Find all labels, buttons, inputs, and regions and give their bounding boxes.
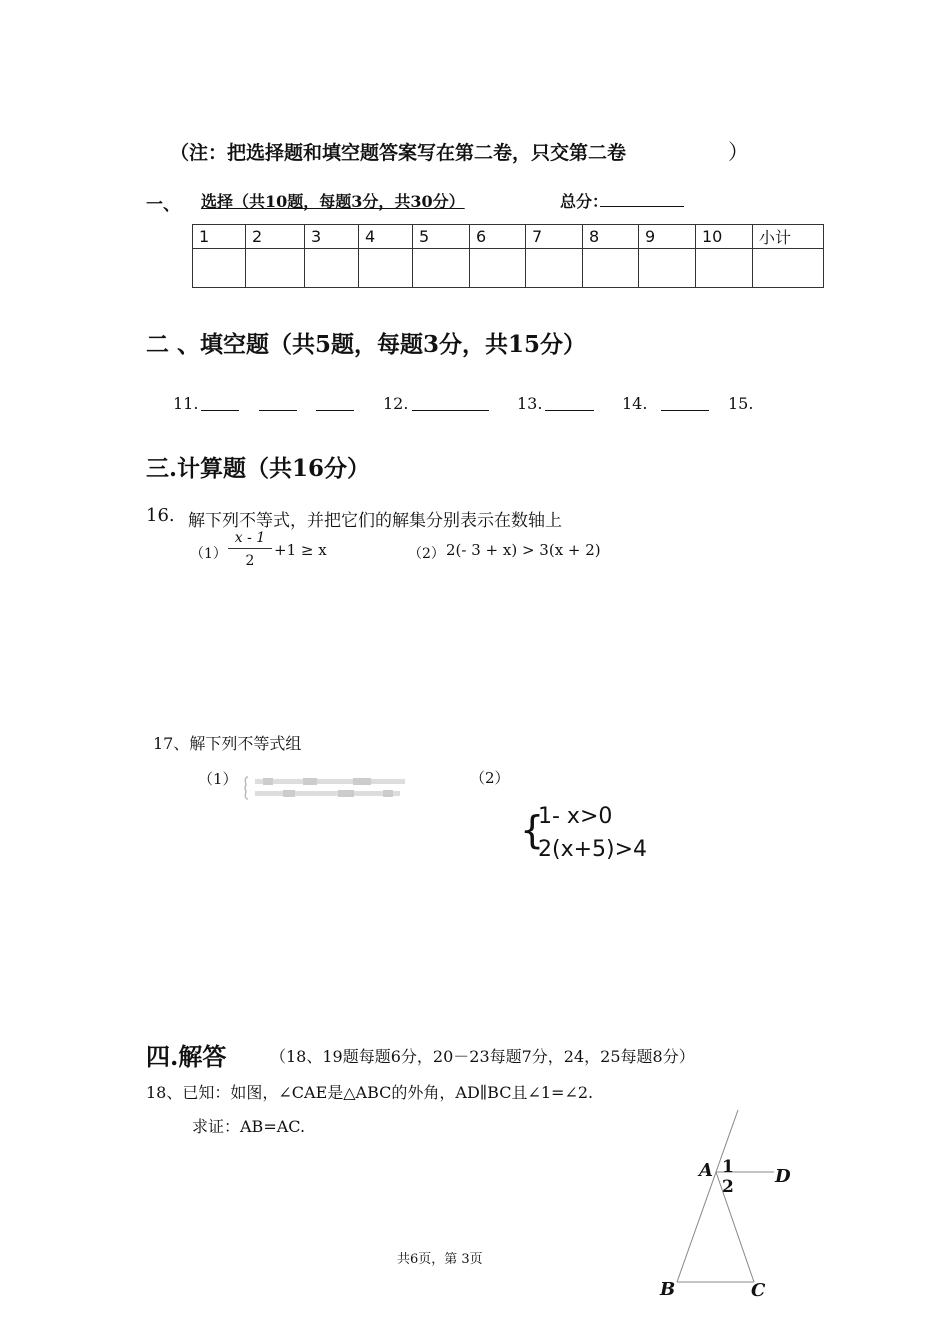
answer-cell[interactable] (526, 249, 583, 288)
answer-cell[interactable] (193, 249, 246, 288)
section4-subtitle: （18、19题每题6分，20－23每题7分，24，25每题8分） (270, 1047, 695, 1066)
label-a: A (699, 1160, 713, 1181)
total-score-label: 总分： (560, 192, 609, 211)
q17-1-garbled-formula-image (243, 773, 413, 803)
q16-number: 16. (146, 505, 175, 526)
blank-line-13[interactable] (545, 396, 594, 411)
q17-2-line1: 1- x>0 (538, 804, 613, 829)
answer-cell[interactable] (753, 249, 824, 288)
answer-table (192, 224, 824, 288)
section1-number: 一、 (146, 195, 180, 215)
section1-title: 选择（共10题，每题3分，共30分） (201, 192, 465, 211)
answer-header-cell: 7 (526, 225, 583, 249)
q17-1-label: （1） (198, 770, 238, 788)
blank-label-11: 11. (173, 394, 199, 413)
answer-header-cell: 4 (359, 225, 413, 249)
page-footer: 共6页，第 3页 (397, 1252, 483, 1267)
section4-title: 四.解答 (146, 1042, 227, 1071)
note-text: （注：把选择题和填空题答案写在第二卷，只交第二卷 (170, 142, 627, 164)
answer-cell[interactable] (246, 249, 305, 288)
answer-header-cell: 小计 (753, 225, 824, 249)
total-score-blank (600, 206, 684, 207)
answer-header-cell: 3 (305, 225, 359, 249)
q16-1-label: （1） (190, 546, 227, 562)
q17-2-brace: { (520, 808, 545, 852)
answer-header-cell: 9 (639, 225, 696, 249)
label-b: B (660, 1279, 676, 1300)
answer-cell[interactable] (305, 249, 359, 288)
answer-table-header-row (193, 225, 824, 249)
q17-2-line2: 2(x+5)>4 (538, 837, 648, 862)
note-close-paren: ） (728, 140, 749, 164)
answer-cell[interactable] (696, 249, 753, 288)
q16-1-numerator: x - 1 (228, 530, 272, 549)
answer-header-cell: 5 (413, 225, 470, 249)
blank-line-11c[interactable] (316, 396, 354, 411)
answer-cell[interactable] (413, 249, 470, 288)
label-angle-1: 1 (722, 1157, 734, 1177)
q16-2-expression: 2(- 3 + x) > 3(x + 2) (446, 541, 601, 559)
blank-line-11a[interactable] (201, 396, 239, 411)
label-d: D (775, 1166, 791, 1187)
blank-label-12: 12. (383, 394, 409, 413)
q16-2-label: （2） (408, 546, 445, 562)
q18-prove-text: 求证：AB=AC. (192, 1117, 306, 1136)
answer-header-cell: 2 (246, 225, 305, 249)
q16-1-fraction (228, 530, 272, 569)
blank-label-15: 15. (728, 394, 754, 413)
answer-cell[interactable] (583, 249, 639, 288)
answer-cell[interactable] (359, 249, 413, 288)
blank-line-12[interactable] (412, 396, 489, 411)
answer-header-cell: 6 (470, 225, 526, 249)
blank-line-14[interactable] (661, 396, 709, 411)
answer-cell[interactable] (470, 249, 526, 288)
answer-table-blank-row (193, 249, 824, 288)
section2-title: 二 、填空题（共5题，每题3分，共15分） (146, 331, 587, 358)
label-angle-2: 2 (722, 1177, 734, 1197)
blank-label-14: 14. (622, 394, 648, 413)
answer-cell[interactable] (639, 249, 696, 288)
section3-title: 三.计算题（共16分） (146, 455, 371, 482)
q16-text: 解下列不等式，并把它们的解集分别表示在数轴上 (188, 511, 562, 531)
label-c: C (751, 1280, 766, 1301)
answer-header-cell: 8 (583, 225, 639, 249)
blank-line-11b[interactable] (259, 396, 297, 411)
q16-1-denominator: 2 (245, 553, 255, 569)
q17-2-label: （2） (470, 769, 510, 787)
q16-1-rest: +1 ≥ x (274, 541, 327, 559)
q17-text: 17、解下列不等式组 (153, 734, 302, 753)
q18-text: 18、已知：如图，∠CAE是△ABC的外角，AD∥BC且∠1=∠2. (146, 1083, 594, 1102)
answer-header-cell: 1 (193, 225, 246, 249)
answer-header-cell: 10 (696, 225, 753, 249)
blank-label-13: 13. (517, 394, 543, 413)
